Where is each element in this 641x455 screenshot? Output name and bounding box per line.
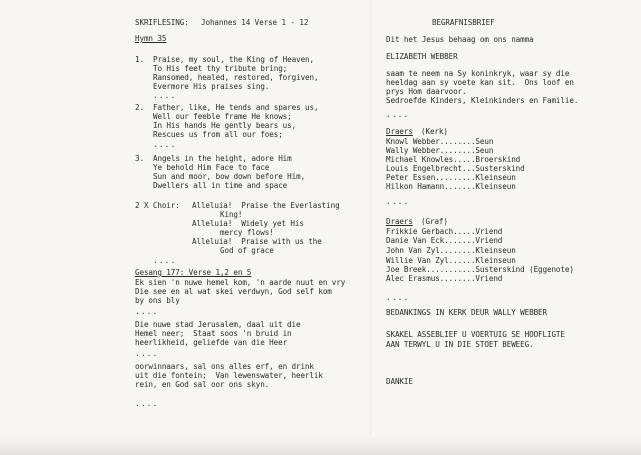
thanks-line: BEDANKINGS IN KERK DEUR WALLY WEBBER — [386, 308, 547, 317]
intro-line: Dit het Jesus behaag om ons namma — [386, 35, 534, 44]
deceased-name: ELIZABETH WEBBER — [386, 52, 458, 61]
gesang-line: Die nuwe stad Jerusalem, daal uit die — [135, 320, 301, 329]
separator-dots: .... — [153, 91, 177, 100]
bearer-entry: Joe Breek...........Susterskind (Eggenote) — [386, 265, 574, 274]
paragraph-line: Sedroefde Kinders, Kleinkinders en Familie. — [386, 96, 579, 105]
closing-word: DANKIE — [386, 377, 413, 386]
verse-line: Dwellers all in time and space — [153, 181, 288, 190]
bearer-entry: Michael Knowles.....Broerskind — [386, 155, 521, 164]
verse-line: Evermore His praises sing. — [153, 82, 270, 91]
draers-kerk-title: Draers — [386, 127, 413, 136]
bearer-entry: Willie Van Zyl......Kleinseun — [386, 256, 516, 265]
choir-line: God of grace — [220, 246, 274, 255]
draers-kerk-subtitle: (Kerk) — [421, 127, 448, 136]
draers-graf-title: Draers — [386, 217, 413, 226]
reading-label: SKRIFLESING: — [135, 18, 189, 27]
separator-dots: .... — [386, 293, 410, 302]
verse-number: 1. — [135, 55, 144, 64]
gesang-line: by ons bly — [135, 296, 180, 305]
verse-line: Ye behold Him Face to face — [153, 163, 270, 172]
separator-dots: .... — [135, 399, 159, 408]
bearer-entry: Louis Engelbrecht...Susterskind — [386, 164, 525, 173]
verse-number: 3. — [135, 154, 144, 163]
gesang-line: rein, en God sal oor ons skyn. — [135, 380, 270, 389]
page-fold — [370, 0, 371, 455]
notice-line: SKAKEL ASSEBLIEF U VOERTUIG SE HOOFLIGTE — [386, 330, 565, 339]
page-bottom-shadow — [0, 436, 641, 455]
paragraph-line: saam te neem na Sy koninkryk, waar sy die — [386, 69, 570, 78]
choir-line: Alleluia! Praise the Everlasting — [192, 201, 340, 210]
choir-label: 2 X Choir: — [135, 201, 180, 210]
separator-dots: .... — [386, 197, 410, 206]
gesang-line: Hemel neer; Staat soos 'n bruid in — [135, 329, 292, 338]
separator-dots: .... — [135, 307, 159, 316]
verse-line: Father, like, He tends and spares us, — [153, 103, 319, 112]
bearer-entry: John Van Zyl........Kleinseun — [386, 246, 516, 255]
verse-line: Rescues us from all our foes; — [153, 130, 283, 139]
gesang-line: uit die fontein; Van lewenswater, heerlik — [135, 371, 323, 380]
choir-line: Alleluia! Praise with us the — [192, 237, 322, 246]
bearer-entry: Peter Essen.........Kleinseun — [386, 173, 516, 182]
bearer-entry: Wally Webber........Seun — [386, 146, 494, 155]
bearer-entry: Frikkie Gerbach.....Vriend — [386, 227, 503, 236]
separator-dots: .... — [153, 256, 177, 265]
verse-line: Ransomed, healed, restored, forgiven, — [153, 73, 319, 82]
hymn-title: Hymn 35 — [135, 34, 167, 43]
document-title: BEGRAFNISBRIEF — [432, 18, 495, 27]
paragraph-line: prys Hom daarvoor. — [386, 87, 467, 96]
separator-dots: .... — [386, 110, 410, 119]
separator-dots: .... — [135, 349, 159, 358]
verse-line: Well our feeble frame He knows; — [153, 112, 292, 121]
gesang-title: Gesang 177: Verse 1,2 en 5 — [135, 268, 252, 277]
choir-line: King! — [220, 210, 243, 219]
verse-number: 2. — [135, 103, 144, 112]
verse-line: Angels in the height, adore Him — [153, 154, 292, 163]
choir-line: mercy flows! — [220, 228, 274, 237]
notice-line: AAN TERWYL U IN DIE STOET BEWEEG. — [386, 340, 534, 349]
verse-line: In His hands He gently bears us, — [153, 121, 297, 130]
choir-line: Alleluia! Widely yet His — [192, 219, 304, 228]
verse-line: Sun and moor, bow down before Him, — [153, 172, 306, 181]
bearer-entry: Alec Erasmus........Vriend — [386, 274, 503, 283]
gesang-line: oorwinnaars, sal ons alles erf, en drink — [135, 362, 314, 371]
separator-dots: .... — [153, 140, 177, 149]
reading-reference: Johannes 14 Verse 1 - 12 — [201, 18, 309, 27]
bearer-entry: Hilkon Hamann.......Kleinseun — [386, 182, 516, 191]
paragraph-line: heeldag aan sy voete kan sit. Ons loof en — [386, 78, 574, 87]
verse-line: To His feet thy tribute bring; — [153, 64, 288, 73]
gesang-line: Die see en al wat skei verdwyn, God self kom — [135, 287, 332, 296]
gesang-line: Ek sien 'n nuwe hemel kom, 'n aarde nuut en vry — [135, 278, 346, 287]
verse-line: Praise, my soul, the King of Heaven, — [153, 55, 314, 64]
draers-graf-subtitle: (Graf) — [421, 217, 448, 226]
bearer-entry: Danie Van Eck.......Vriend — [386, 236, 503, 245]
bearer-entry: Knowl Webber........Seun — [386, 137, 494, 146]
gesang-line: heerlikheid, geliefde van die Heer — [135, 338, 288, 347]
